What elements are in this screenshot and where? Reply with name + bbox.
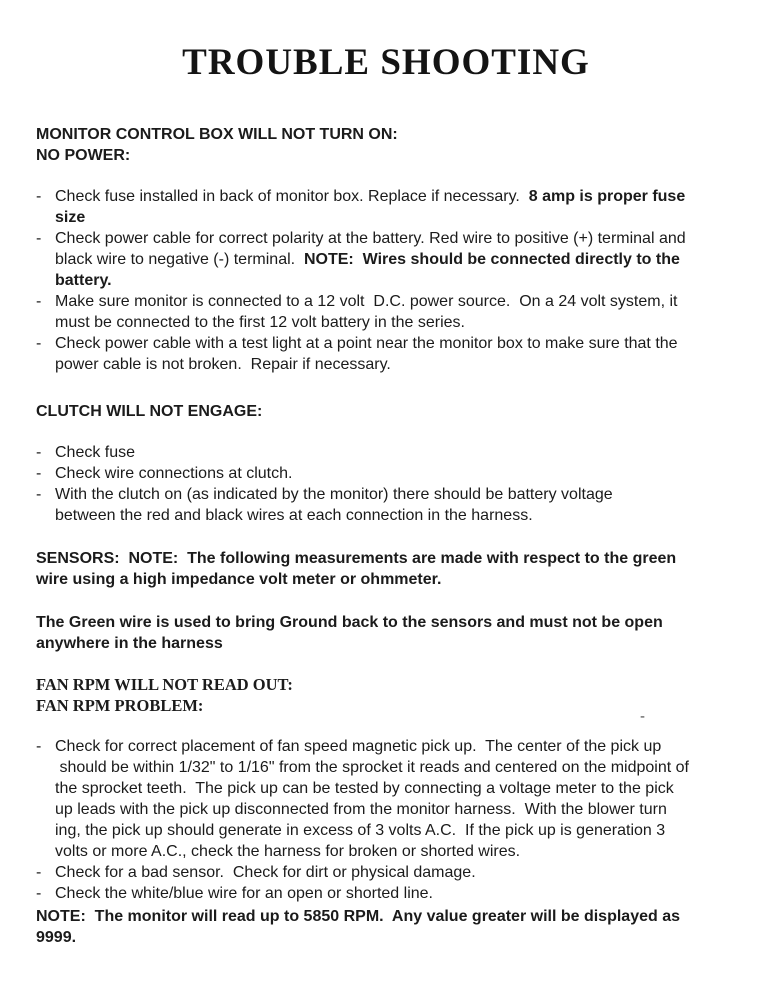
bullet-text: [55, 291, 678, 312]
scan-artifact-dash: -: [640, 708, 645, 725]
bullet-indent: [36, 312, 55, 333]
bullet-indent: [36, 799, 55, 820]
text-line: [36, 124, 742, 145]
bullet-line: [36, 883, 742, 904]
bullet-indent: [36, 270, 55, 291]
bullet-marker: -: [36, 465, 42, 482]
bullet-text: [55, 186, 685, 207]
text-line: [36, 612, 742, 633]
text-run: Check for a bad sensor. Check for dirt or physical damage.: [55, 864, 476, 881]
bullet-marker: -: [36, 335, 42, 352]
bullet-line: [36, 249, 742, 270]
text-line: [36, 674, 742, 695]
text-run: FAN RPM WILL NOT READ OUT:: [36, 675, 293, 694]
bullet-item: [36, 463, 742, 484]
bullet-line: [36, 820, 742, 841]
bold-text-run: NOTE: Wires should be connected directly to the: [303, 251, 680, 268]
bullet-line: [36, 736, 742, 757]
text-run: should be within 1/32" to 1/16" from the sprocket it reads and centered on the midpoint of: [55, 759, 689, 776]
document-blocks: [0, 124, 772, 948]
bullet-indent: [36, 249, 55, 270]
bullet-line: [36, 270, 742, 291]
bullet-item: [36, 442, 742, 463]
bullet-indent: [36, 207, 55, 228]
bullet-text: [55, 484, 613, 505]
bullet-line: [36, 312, 742, 333]
text-run: FAN RPM PROBLEM:: [36, 696, 204, 715]
bullet-marker: -: [36, 864, 42, 881]
text-run: black wire to negative (-) terminal.: [55, 251, 304, 268]
bullet-text: [55, 270, 112, 291]
text-run: Check for correct placement of fan speed magnetic pick up. The center of the pick up: [55, 738, 662, 755]
bullet-text: [55, 778, 674, 799]
bullet-text: [55, 757, 689, 778]
section-heading-clutch: [36, 401, 742, 422]
bullet-text: [55, 333, 678, 354]
text-run: power cable is not broken. Repair if necessary.: [55, 356, 391, 373]
bullet-indent: [36, 757, 55, 778]
bullet-text: [55, 841, 520, 862]
bullet-line: [36, 484, 742, 505]
bullet-item: [36, 484, 742, 526]
text-run: MONITOR CONTROL BOX WILL NOT TURN ON:: [36, 126, 398, 143]
bullet-text: [55, 207, 85, 228]
bullet-line: [36, 291, 742, 312]
bullet-list-no-power: [36, 186, 742, 375]
bullet-indent: [36, 354, 55, 375]
bullet-line: [36, 186, 742, 207]
bullet-indent: [36, 778, 55, 799]
bullet-line: [36, 757, 742, 778]
rpm-limit-note: [36, 906, 742, 948]
bullet-marker: -: [36, 738, 42, 755]
text-line: [36, 906, 742, 927]
bullet-text: [55, 736, 661, 757]
page-title: TROUBLE SHOOTING: [182, 42, 590, 83]
bullet-text: [55, 442, 135, 463]
bullet-marker: -: [36, 885, 42, 902]
bullet-item: [36, 291, 742, 333]
bullet-line: [36, 862, 742, 883]
bullet-text: [55, 463, 292, 484]
bullet-text: [55, 354, 391, 375]
bold-text-run: 8 amp is proper fuse: [528, 188, 686, 205]
bullet-text: [55, 883, 433, 904]
text-run: CLUTCH WILL NOT ENGAGE:: [36, 403, 263, 420]
text-run: NO POWER:: [36, 147, 131, 164]
bullet-line: [36, 354, 742, 375]
text-line: [36, 401, 742, 422]
text-run: wire using a high impedance volt meter or ohmmeter.: [36, 571, 442, 588]
text-line: [36, 548, 742, 569]
bullet-text: [55, 799, 667, 820]
bullet-line: [36, 505, 742, 526]
text-line: [36, 695, 742, 716]
text-run: the sprocket teeth. The pick up can be tested by connecting a voltage meter to the pick: [55, 780, 674, 797]
text-run: Check power cable with a test light at a point near the monitor box to make sure that the: [55, 335, 678, 352]
bullet-text: [55, 862, 476, 883]
bullet-line: [36, 333, 742, 354]
green-wire-paragraph: [36, 612, 742, 654]
bullet-line: [36, 463, 742, 484]
bullet-text: [55, 505, 533, 526]
bullet-indent: [36, 841, 55, 862]
bullet-item: [36, 736, 742, 862]
bullet-indent: [36, 505, 55, 526]
bullet-line: [36, 442, 742, 463]
bullet-text: [55, 228, 686, 249]
text-run: up leads with the pick up disconnected from the monitor harness. With the blower turn: [55, 801, 667, 818]
text-run: SENSORS: NOTE: The following measurements are made with respect to the green: [36, 550, 677, 567]
text-run: between the red and black wires at each connection in the harness.: [55, 507, 533, 524]
text-line: [36, 927, 742, 948]
bold-text-run: battery.: [55, 272, 112, 289]
bullet-line: [36, 207, 742, 228]
text-run: Check wire connections at clutch.: [55, 465, 293, 482]
bullet-marker: -: [36, 444, 42, 461]
text-run: Check fuse installed in back of monitor box. Replace if necessary.: [55, 188, 529, 205]
text-run: Make sure monitor is connected to a 12 volt D.C. power source. On a 24 volt system, it: [55, 293, 678, 310]
text-run: volts or more A.C., check the harness for broken or shorted wires.: [55, 843, 521, 860]
text-line: [36, 145, 742, 166]
bullet-line: [36, 799, 742, 820]
section-heading-monitor-no-power: [36, 124, 742, 166]
bullet-marker: -: [36, 293, 42, 310]
bullet-item: [36, 883, 742, 904]
sensors-note-paragraph: [36, 548, 742, 590]
bullet-marker: -: [36, 486, 42, 503]
text-run: Check fuse: [55, 444, 136, 461]
bullet-marker: -: [36, 230, 42, 247]
bullet-list-fan-rpm: [36, 736, 742, 904]
text-run: anywhere in the harness: [36, 635, 223, 652]
text-run: must be connected to the first 12 volt battery in the series.: [55, 314, 465, 331]
bullet-item: [36, 333, 742, 375]
bullet-item: [36, 228, 742, 291]
text-line: [36, 633, 742, 654]
text-line: [36, 569, 742, 590]
text-run: The Green wire is used to bring Ground back to the sensors and must not be open: [36, 614, 663, 631]
text-run: 9999.: [36, 929, 77, 946]
bullet-text: [55, 249, 680, 270]
bullet-item: [36, 862, 742, 883]
bullet-marker: -: [36, 188, 42, 205]
text-run: With the clutch on (as indicated by the monitor) there should be battery voltage: [55, 486, 613, 503]
bullet-line: [36, 841, 742, 862]
text-run: ing, the pick up should generate in excess of 3 volts A.C. If the pick up is generation 3: [55, 822, 666, 839]
text-run: Check the white/blue wire for an open or shorted line.: [55, 885, 433, 902]
text-run: Check power cable for correct polarity at the battery. Red wire to positive (+) terminal and: [55, 230, 686, 247]
bullet-text: [55, 312, 465, 333]
bullet-indent: [36, 820, 55, 841]
bullet-line: [36, 228, 742, 249]
bullet-text: [55, 820, 665, 841]
bold-text-run: size: [55, 209, 86, 226]
section-heading-fan-rpm: [36, 674, 742, 716]
text-run: NOTE: The monitor will read up to 5850 RPM. Any value greater will be displayed as: [36, 908, 681, 925]
bullet-list-clutch: [36, 442, 742, 526]
bullet-line: [36, 778, 742, 799]
bullet-item: [36, 186, 742, 228]
